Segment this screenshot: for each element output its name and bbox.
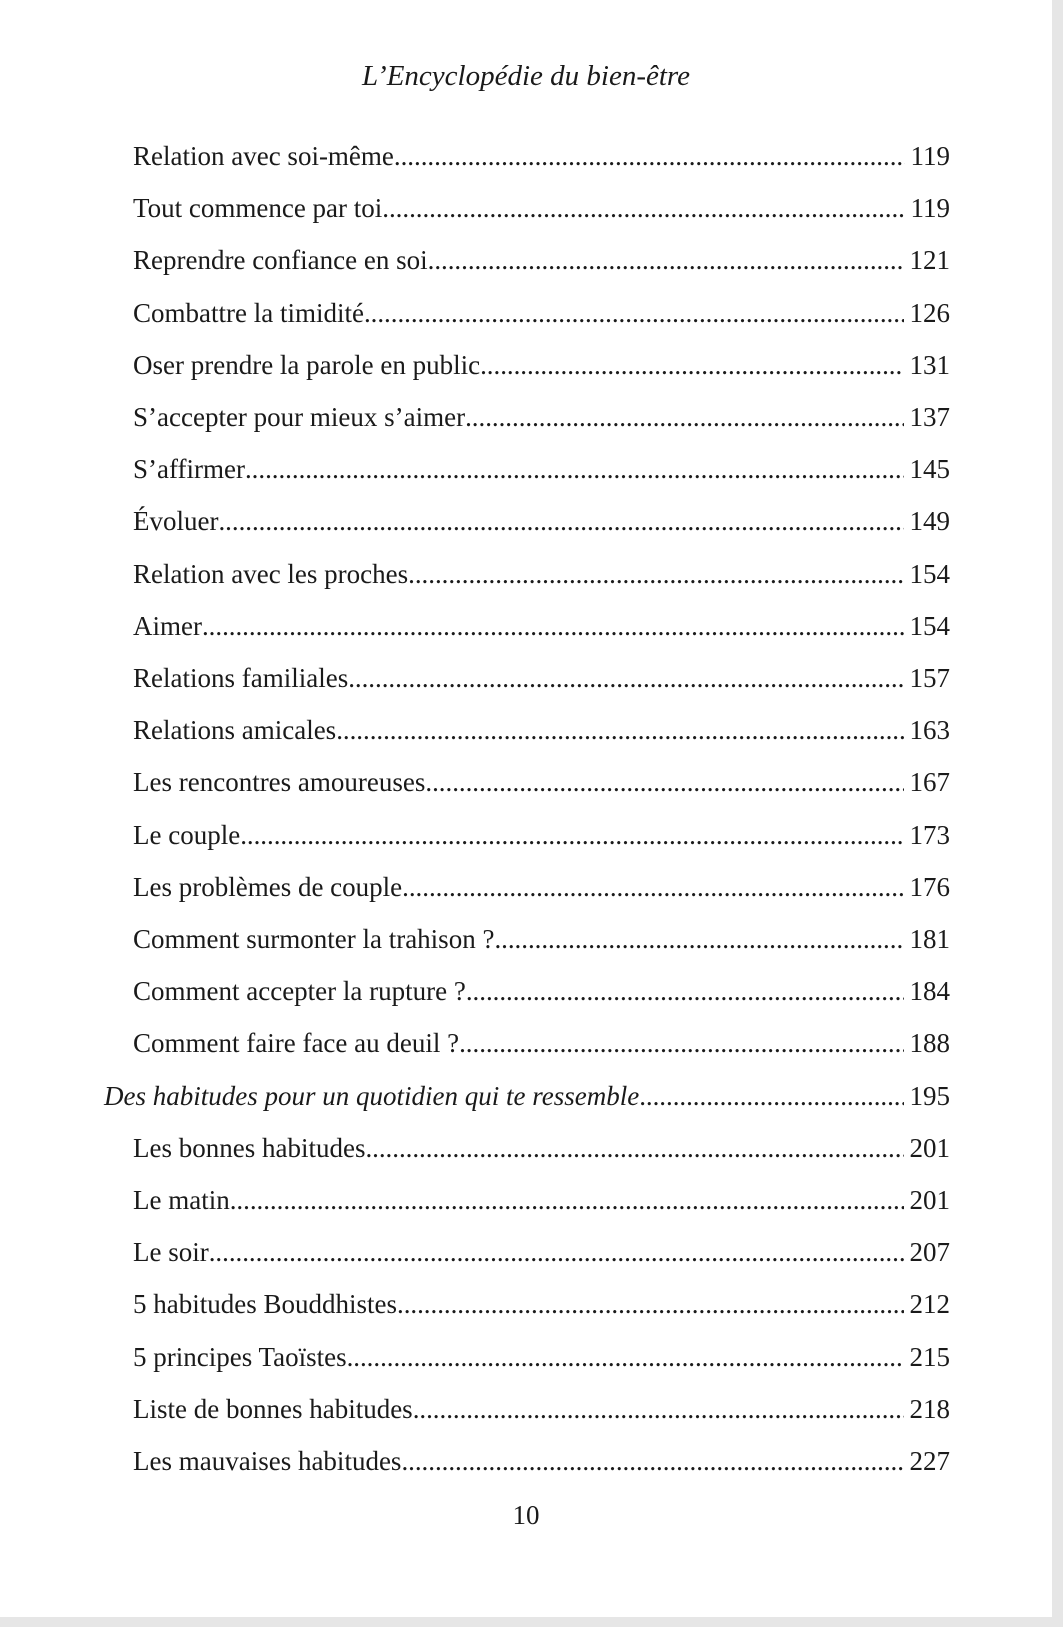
dot-leader	[459, 1017, 903, 1069]
dot-leader	[425, 756, 903, 808]
toc-entry-title: Comment surmonter la trahison ?	[133, 924, 495, 954]
toc-entry-page: 212	[909, 1289, 950, 1320]
dot-leader	[401, 1435, 903, 1487]
toc-entry-page: 137	[909, 402, 950, 432]
toc-entry	[133, 756, 950, 808]
toc-entry-page: 121	[909, 245, 950, 276]
toc-entry-title: Liste de bonnes habitudes	[133, 1393, 413, 1424]
toc-entry-title: Tout commence par toi	[133, 193, 383, 224]
toc-entry-page: 184	[909, 976, 950, 1007]
toc-entry-title: Combattre la timidité	[133, 297, 364, 328]
toc-entry-page: 207	[909, 1237, 950, 1268]
toc-entry-title: Les problèmes de couple	[133, 871, 403, 902]
toc-entry-page: 163	[909, 715, 950, 746]
toc-entry	[133, 913, 950, 965]
dot-leader	[218, 495, 903, 547]
toc-entry-page: 157	[909, 663, 950, 693]
dot-leader	[413, 1383, 904, 1435]
toc-entry-title: Les mauvaises habitudes	[133, 1446, 402, 1476]
toc-entry	[133, 1331, 950, 1383]
toc-entry-page: 173	[909, 819, 950, 850]
dot-leader	[202, 600, 904, 652]
toc-entry-title: Relations familiales	[133, 663, 349, 693]
toc-entry-title: Aimer	[133, 610, 202, 641]
toc-entry-title: Relations amicales	[133, 715, 337, 746]
dot-leader	[230, 1174, 904, 1226]
toc-entry	[133, 1278, 950, 1330]
toc-entry	[133, 234, 950, 286]
toc-entry-page: 145	[909, 454, 950, 485]
toc-entry	[133, 287, 950, 339]
toc-entry-page: 215	[909, 1341, 950, 1372]
toc-entry-title: Les bonnes habitudes	[133, 1132, 366, 1163]
toc-entry-page: 176	[909, 871, 950, 902]
toc-entry	[133, 443, 950, 495]
toc-entry-page: 181	[909, 924, 950, 954]
dot-leader	[639, 1070, 903, 1122]
toc-entry-title: Le couple	[133, 819, 241, 850]
toc-entry	[104, 1070, 950, 1122]
toc-entry-page: 119	[910, 193, 950, 224]
dot-leader	[364, 287, 904, 339]
dot-leader	[209, 1226, 904, 1278]
toc-entry	[133, 548, 950, 600]
dot-leader	[240, 809, 903, 861]
dot-leader	[480, 339, 903, 391]
toc-entry-title: Relation avec les proches	[133, 558, 409, 589]
running-title: L’Encyclopédie du bien-être	[362, 60, 690, 92]
toc-entry-title: S’affirmer	[133, 454, 245, 485]
toc-entry	[133, 965, 950, 1017]
toc-entry-title: Comment faire face au deuil ?	[133, 1028, 460, 1059]
dot-leader	[494, 913, 903, 965]
dot-leader	[347, 1331, 904, 1383]
toc-entry	[133, 704, 950, 756]
toc-entry	[133, 1174, 950, 1226]
toc-entry-page: 188	[909, 1028, 950, 1059]
dot-leader	[465, 391, 903, 443]
toc-entry	[133, 809, 950, 861]
toc-entry-title: Relation avec soi-même	[133, 141, 394, 171]
dot-leader	[365, 1122, 903, 1174]
toc-entry	[133, 1122, 950, 1174]
dot-leader	[348, 652, 903, 704]
dot-leader	[402, 861, 903, 913]
toc-entry-title: 5 habitudes Bouddhistes	[133, 1289, 397, 1320]
toc-entry-page: 131	[909, 349, 950, 380]
toc-entry	[133, 391, 950, 443]
toc-entry-title: Le soir	[133, 1237, 209, 1268]
toc-entry-title: Les rencontres amoureuses	[133, 767, 426, 798]
toc-entry-page: 126	[909, 297, 950, 328]
toc-entry-title: Le matin	[133, 1185, 230, 1215]
toc-entry	[133, 600, 950, 652]
toc-entry-title: S’accepter pour mieux s’aimer	[133, 402, 466, 432]
toc-entry-page: 201	[909, 1132, 950, 1163]
toc-entry-title: Comment accepter la rupture ?	[133, 976, 466, 1007]
toc-entry	[133, 1017, 950, 1069]
toc-entry	[133, 1383, 950, 1435]
dot-leader	[382, 182, 904, 234]
page-number: 10	[512, 1500, 540, 1530]
toc-entry	[133, 1435, 950, 1487]
toc-entry	[133, 652, 950, 704]
toc-entry	[133, 1226, 950, 1278]
toc-entry-page: 154	[909, 610, 950, 641]
dot-leader	[394, 130, 905, 182]
toc-entry-page: 167	[909, 767, 950, 798]
toc-entry-title: Oser prendre la parole en public	[133, 349, 481, 380]
toc-entry-title: Évoluer	[133, 506, 219, 537]
dot-leader	[397, 1278, 904, 1330]
toc-entry	[133, 339, 950, 391]
dot-leader	[245, 443, 904, 495]
toc-entry-title: Des habitudes pour un quotidien qui te ressemble	[104, 1080, 640, 1111]
toc-entry-page: 227	[909, 1446, 950, 1476]
toc-entry-page: 218	[909, 1393, 950, 1424]
dot-leader	[336, 704, 903, 756]
toc-entry	[133, 495, 950, 547]
toc-entry	[133, 182, 950, 234]
toc-entry-page: 119	[910, 141, 950, 171]
dot-leader	[466, 965, 904, 1017]
toc-entry	[133, 861, 950, 913]
toc-entry-title: 5 principes Taoïstes	[133, 1341, 347, 1372]
dot-leader	[428, 234, 904, 286]
toc-entry-page: 195	[909, 1080, 950, 1111]
toc-entry-title: Reprendre confiance en soi	[133, 245, 428, 276]
toc-entry-page: 201	[909, 1185, 950, 1215]
toc-entry	[133, 130, 950, 182]
dot-leader	[408, 548, 903, 600]
toc-entry-page: 149	[909, 506, 950, 537]
toc-entry-page: 154	[909, 558, 950, 589]
